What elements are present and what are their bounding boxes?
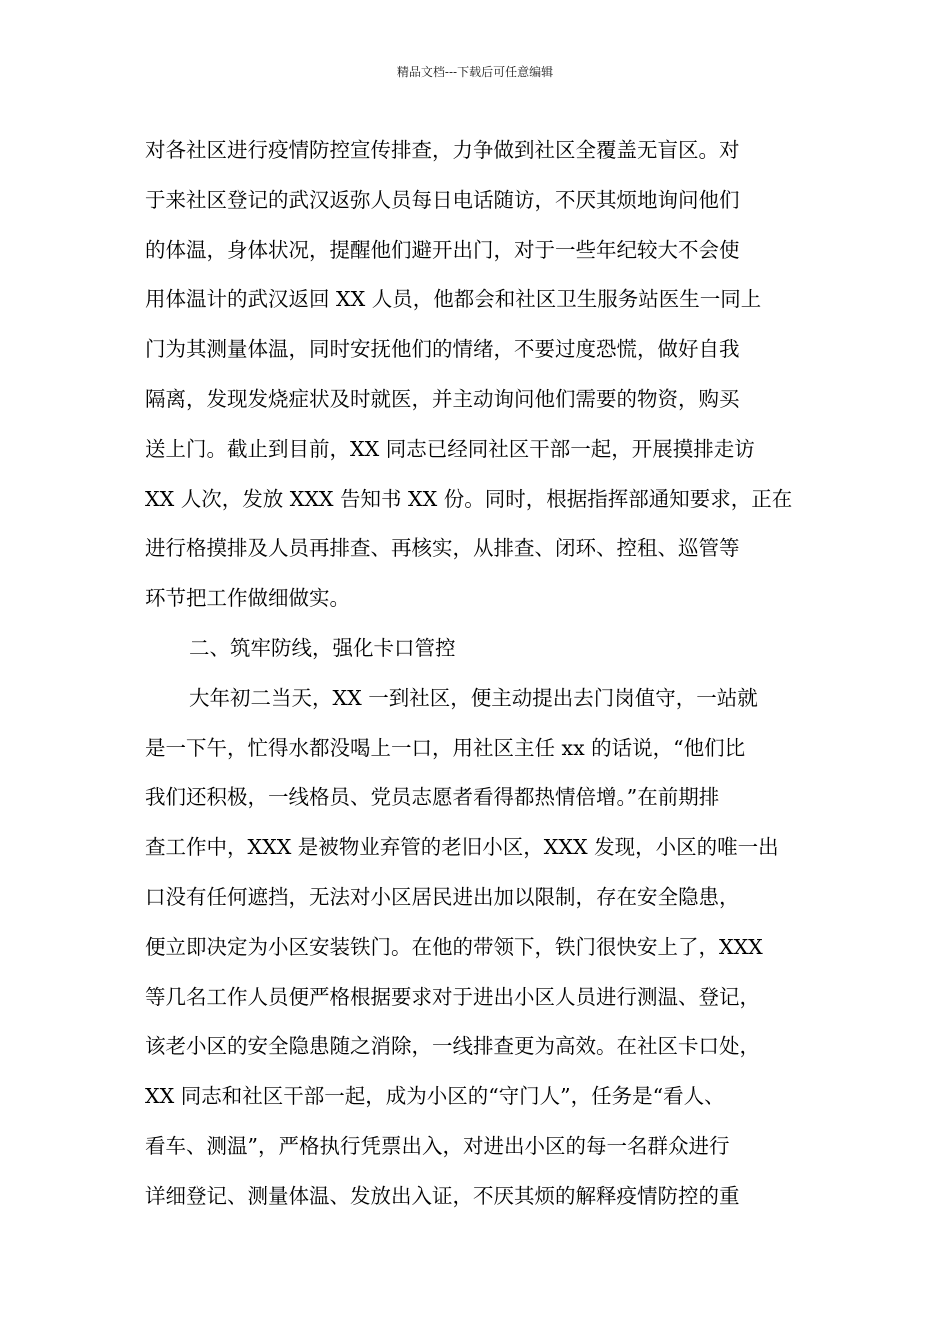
- text-line: 进行格摸排及人员再排查、再核实，从排查、闭环、控租、巡管等: [145, 536, 740, 561]
- text-line: 我们还积极，一线格员、党员志愿者看得都热情倍增。”在前期排: [145, 785, 720, 810]
- text-line: XX 人次，发放 XXX 告知书 XX 份。同时，根据指挥部通知要求，正在: [145, 486, 793, 511]
- document-body: [145, 126, 825, 1222]
- section-heading: 二、筑牢防线，强化卡口管控: [189, 635, 456, 660]
- text-line: 便立即决定为小区安装铁门。在他的带领下，铁门很快安上了，XXX: [145, 934, 763, 959]
- text-line: 门为其测量体温，同时安抚他们的情绪，不要过度恐慌，做好自我: [145, 337, 740, 362]
- text-line: 大年初二当天，XX 一到社区，便主动提出去门岗值守，一站就: [189, 685, 758, 710]
- text-line: 查工作中，XXX 是被物业弃管的老旧小区，XXX 发现，小区的唯一出: [145, 835, 779, 860]
- text-line: 环节把工作做细做实。: [145, 586, 350, 611]
- text-line: 详细登记、测量体温、发放出入证，不厌其烦的解释疫情防控的重: [145, 1183, 740, 1208]
- text-line: 看车、测温”，严格执行凭票出入，对进出小区的每一名群众进行: [145, 1133, 730, 1158]
- text-line: 口没有任何遮挡，无法对小区居民进出加以限制，存在安全隐患，: [145, 884, 740, 909]
- text-line: 用体温计的武汉返回 XX 人员，他都会和社区卫生服务站医生一同上: [145, 287, 762, 312]
- text-line: 该老小区的安全隐患随之消除，一线排查更为高效。在社区卡口处，: [145, 1034, 760, 1059]
- text-line: 是一下午，忙得水都没喝上一口，用社区主任 xx 的话说，“他们比: [145, 735, 746, 760]
- text-line: 对各社区进行疫情防控宣传排查，力争做到社区全覆盖无盲区。对: [145, 138, 740, 162]
- text-line: 于来社区登记的武汉返弥人员每日电话随访，不厌其烦地询问他们: [145, 187, 740, 212]
- text-line: 送上门。截止到目前，XX 同志已经同社区干部一起，开展摸排走访: [145, 436, 755, 461]
- text-line: 等几名工作人员便严格根据要求对于进出小区人员进行测温、登记，: [145, 984, 760, 1009]
- text-line: 隔离，发现发烧症状及时就医，并主动询问他们需要的物资，购买: [145, 386, 740, 411]
- page-header: 精品文档---下载后可任意编辑: [396, 65, 554, 79]
- text-line: XX 同志和社区干部一起，成为小区的“守门人”，任务是“看人、: [145, 1084, 725, 1109]
- text-line: 的体温，身体状况，提醒他们避开出门，对于一些年纪较大不会使: [145, 237, 740, 262]
